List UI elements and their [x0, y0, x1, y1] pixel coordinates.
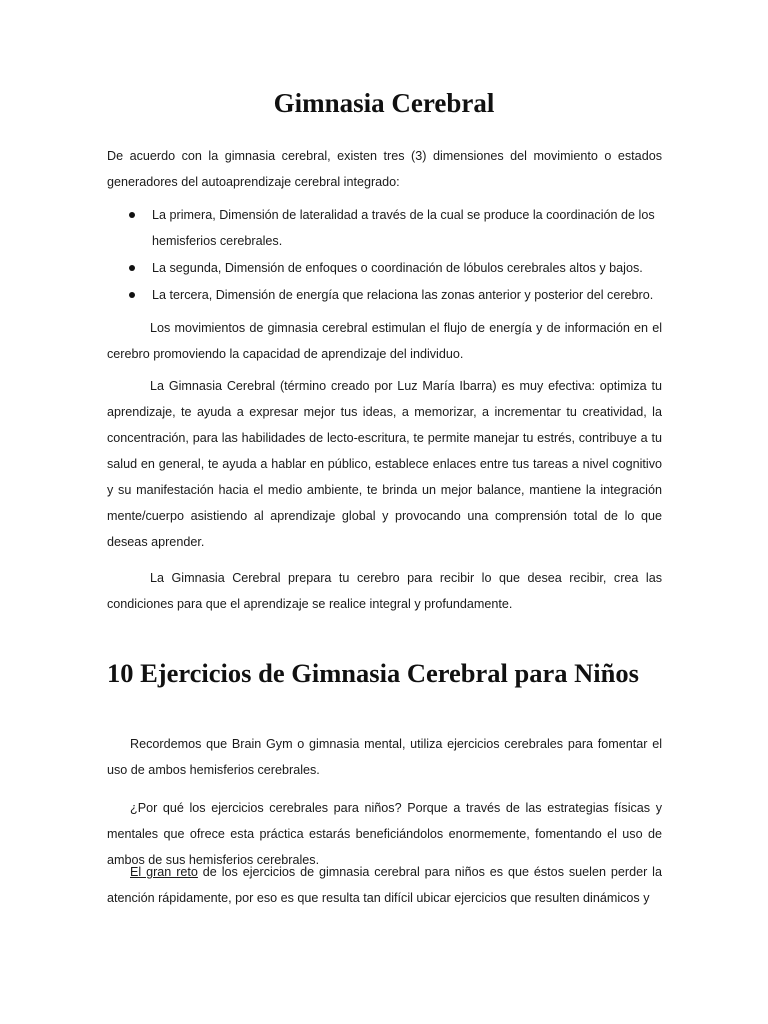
paragraph-brain-gym: Recordemos que Brain Gym o gimnasia mental, utiliza ejercicios cerebrales para fomentar el uso de ambos hemisferios cerebrales.	[107, 737, 662, 777]
list-item-text: La tercera, Dimensión de energía que relaciona las zonas anterior y posterior del cerebro.	[152, 288, 654, 302]
paragraph-challenge	[107, 859, 662, 911]
intro-paragraph: De acuerdo con la gimnasia cerebral, existen tres (3) dimensiones del movimiento o estados generadores del autoaprendizaje cerebral integrado:	[107, 149, 662, 189]
list-item-text: La segunda, Dimensión de enfoques o coordinación de lóbulos cerebrales altos y bajos.	[152, 261, 643, 275]
paragraph-benefits: La Gimnasia Cerebral (término creado por Luz María Ibarra) es muy efectiva: optimiza tu aprendizaje, te ayuda a expresar mejor tus ideas, a memorizar, a incrementar tu creatividad, la concentración, para las habilidades de lecto-escritura, te permite manejar tu estrés, contribuye a tu salud en general, te ayuda a hablar en público, establece enlaces entre tus tareas a nivel cognitivo y su manifestación hacia el medio ambiente, te brinda un mejor balance, mantiene la integración mente/cuerpo asistiendo al aprendizaje global y provocando una comprensión total de lo que deseas aprender.	[107, 379, 662, 549]
list-item	[107, 202, 662, 254]
bullet-icon	[129, 212, 135, 218]
section-heading: 10 Ejercicios de Gimnasia Cerebral para Niños	[107, 658, 639, 688]
dimensions-list	[107, 202, 662, 309]
list-item	[107, 255, 662, 281]
bullet-icon	[129, 265, 135, 271]
challenge-link[interactable]: El gran reto	[130, 865, 198, 879]
page-title: Gimnasia Cerebral	[273, 88, 495, 118]
list-item	[107, 282, 662, 308]
list-item-text: La primera, Dimensión de lateralidad a través de la cual se produce la coordinación de los hemisferios cerebrales.	[152, 208, 655, 248]
paragraph-preparation: La Gimnasia Cerebral prepara tu cerebro para recibir lo que desea recibir, crea las condiciones para que el aprendizaje se realice integral y profundamente.	[107, 571, 662, 611]
paragraph-why: ¿Por qué los ejercicios cerebrales para niños? Porque a través de las estrategias físicas y mentales que ofrece esta práctica estarás beneficiándolos enormemente, fomentando el uso de ambos de sus hemisferios cerebrales.	[107, 801, 662, 867]
bullet-icon	[129, 292, 135, 298]
challenge-text: de los ejercicios de gimnasia cerebral para niños es que éstos suelen perder la atención rápidamente, por eso es que resulta tan difícil ubicar ejercicios que resulten dinámicos y	[107, 865, 662, 905]
paragraph-energy-flow: Los movimientos de gimnasia cerebral estimulan el flujo de energía y de información en el cerebro promoviendo la capacidad de aprendizaje del individuo.	[107, 321, 662, 361]
